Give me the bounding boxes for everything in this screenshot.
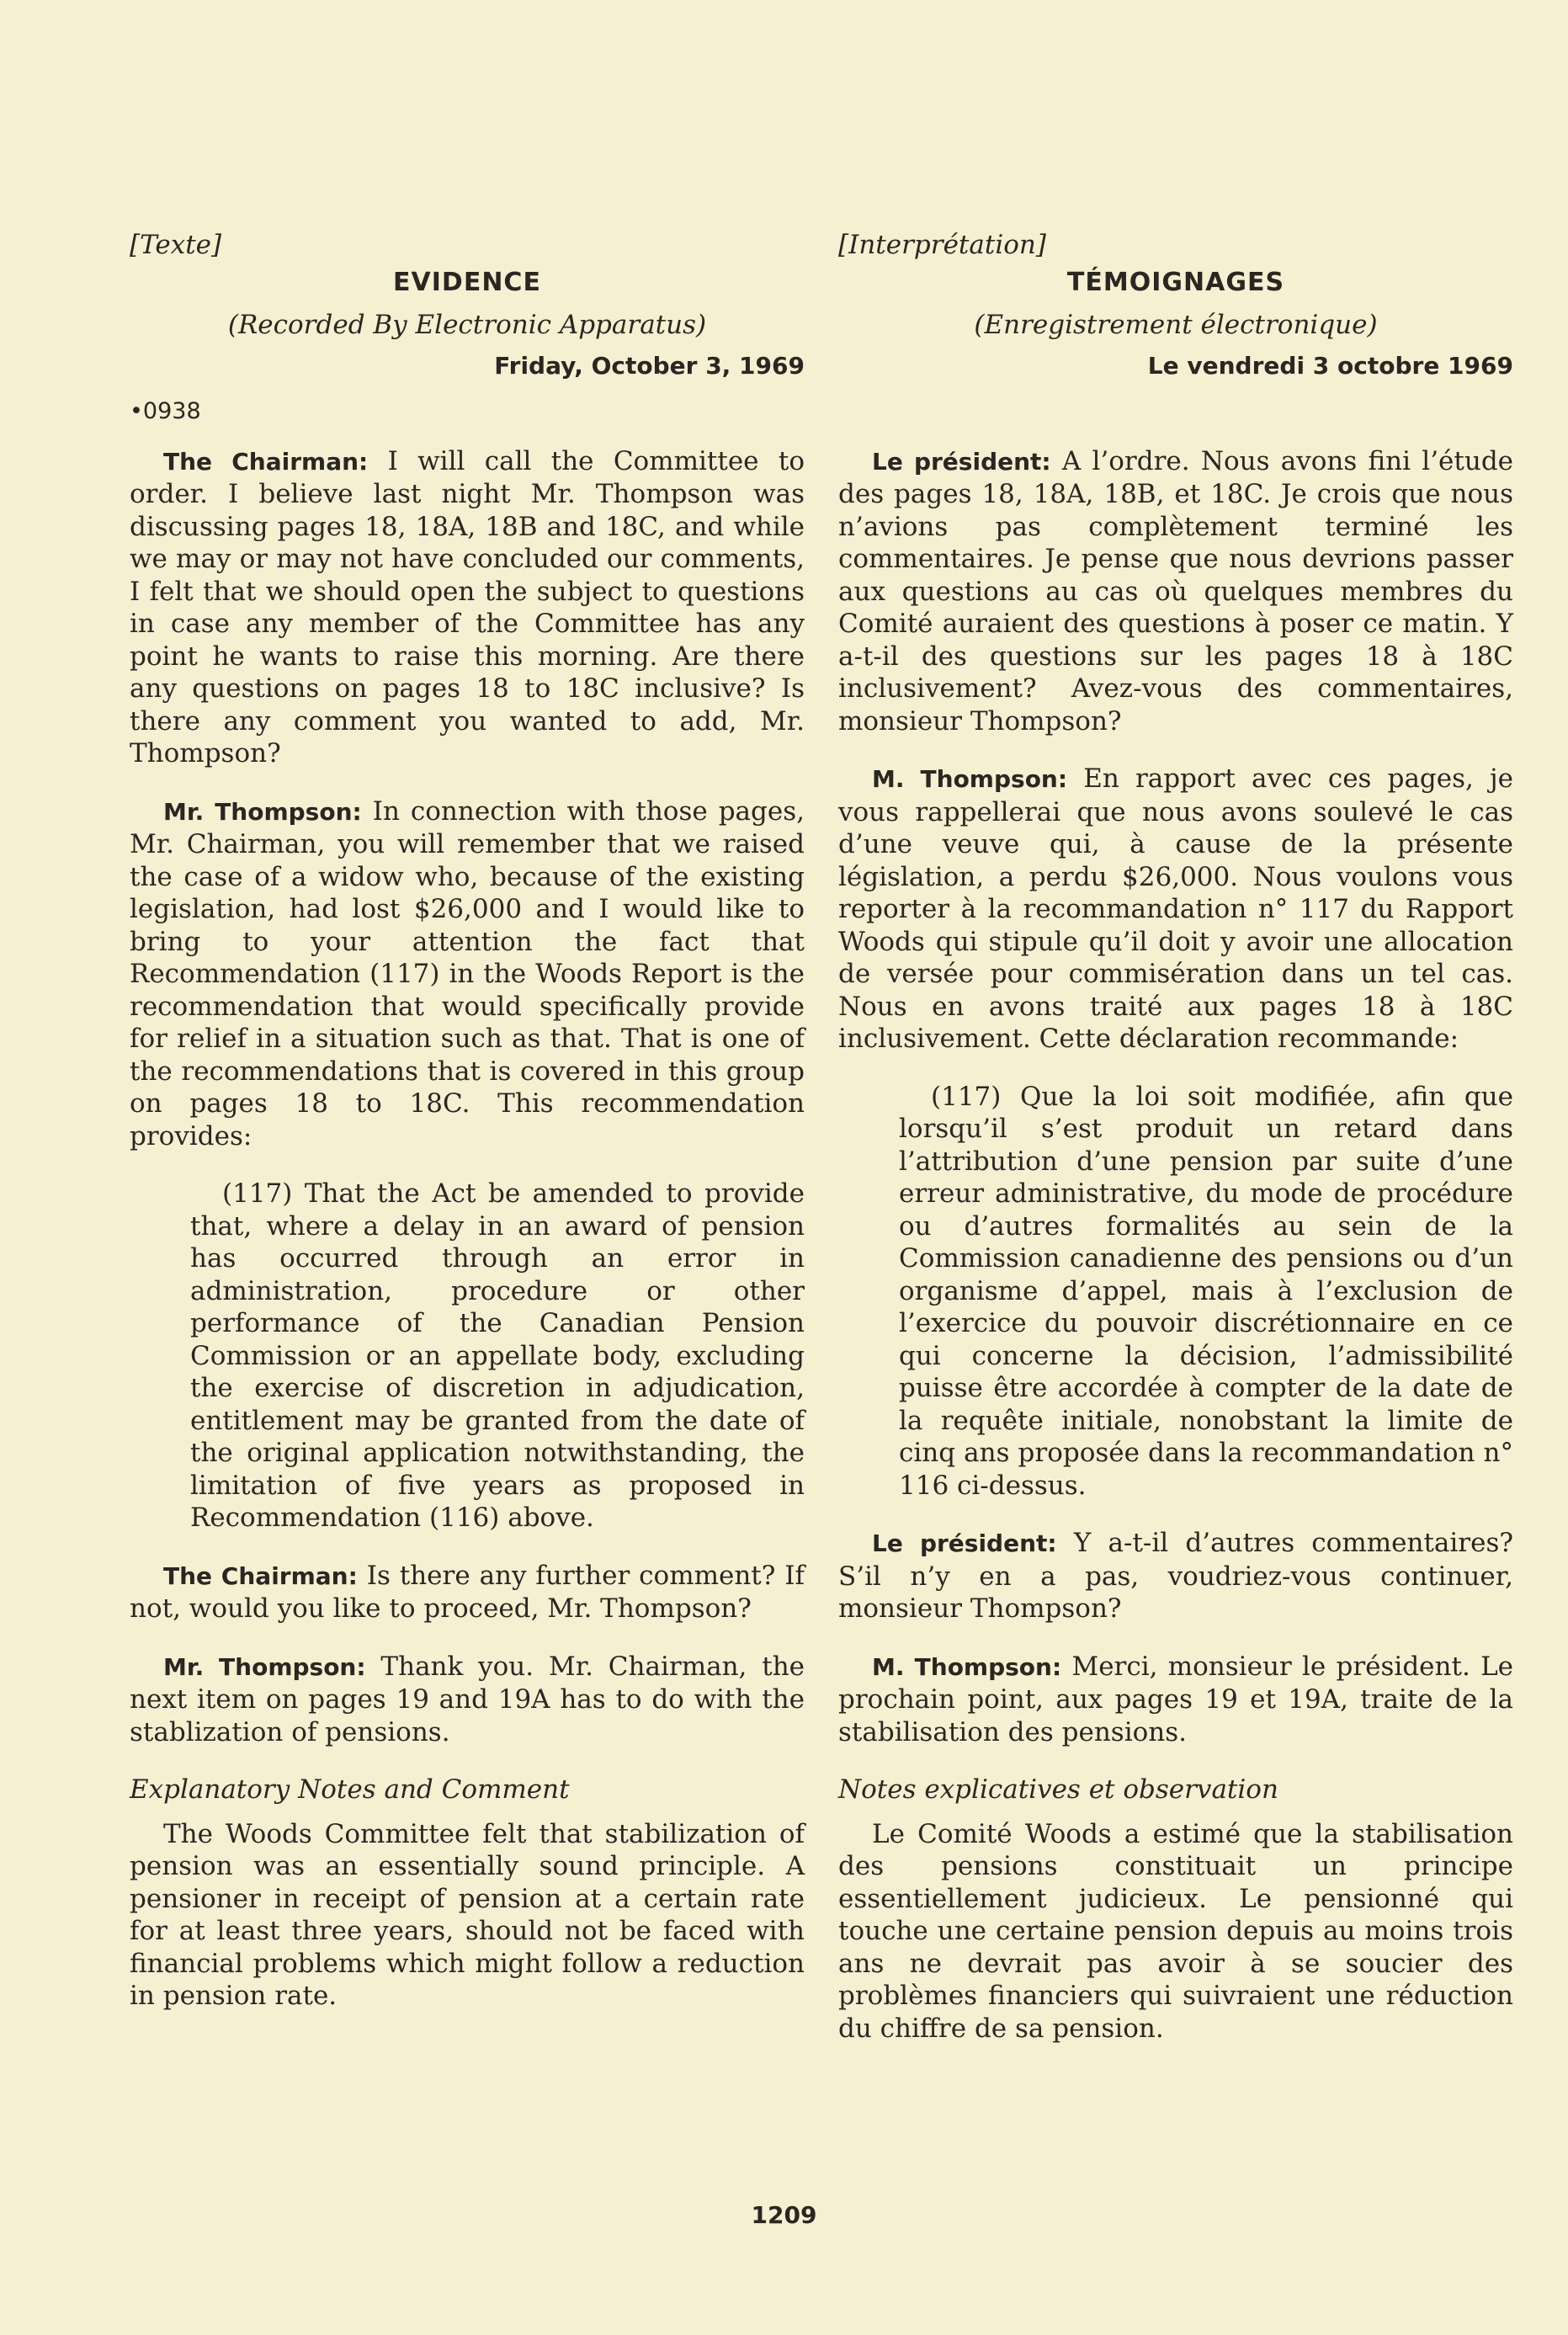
english-column [130, 229, 805, 2038]
time-marker: •0938 [130, 398, 201, 424]
speech-text: Is there any further comment? If not, would you like to proceed, Mr. Thompson? [130, 1560, 805, 1624]
section-heading: Notes explicatives et observation [838, 1774, 1278, 1805]
text-tag: [Texte] [130, 230, 222, 260]
paragraph [838, 763, 1513, 1056]
recommendation-quote: (117) Que la loi soit modifiée, afin que lorsqu’il s’est produit un retard dans l’attribution d’une pension par suite d’une erreur administrative, du mode de procédure ou d’autres formalités au sein de la Commission canadienne des pensions ou d’un organisme d’appel, mais à l’exclusion de l’exercice du pouvoir discrétionnaire en ce qui concerne la décision, l’admissibilité puisse être accordée à compter de la date de la requête initiale, nonobstant la limite de cinq ans proposée dans la recommandation n° 116 ci-dessus. [899, 1081, 1513, 1501]
speech-text: A l’ordre. Nous avons fini l’étude des pages 18, 18A, 18B, et 18C. Je crois que nous n’avions pas complètement terminé les commentaires. Je pense que nous devrions passer aux questions au cas où quelques membres du Comité auraient des questions à poser ce matin. Y a-t-il des questions sur les pages 18 à 18C inclusivement? Avez-vous des commentaires, monsieur Thompson? [838, 445, 1514, 737]
paragraph [838, 1527, 1513, 1625]
evidence-heading: EVIDENCE [393, 267, 541, 297]
french-column [838, 229, 1513, 2070]
paragraph [838, 1651, 1513, 1749]
recording-note: (Enregistrement électronique) [974, 310, 1378, 340]
interpretation-tag: [Interprétation] [838, 230, 1046, 260]
paragraph [838, 445, 1513, 738]
spacer [838, 396, 1513, 428]
speaker-name: Le président: [872, 447, 1051, 476]
paragraph: Le Comité Woods a estimé que la stabilisation des pensions constituait un principe essentiellement judicieux. Le pensionné qui touche une certaine pension depuis au moins trois ans ne devrait pas avoir à se soucier des problèmes financiers qui suivraient une réduction du chiffre de sa pension. [838, 1818, 1513, 2044]
speaker-name: Mr. Thompson: [163, 797, 362, 826]
speech-text: I will call the Committee to order. I believe last night Mr. Thompson was discussing pages 18, 18A, 18B and 18C, and while we may or may not have concluded our comments, I felt that we should open the subject to questions in case any member of the Committee has any point he wants to raise this morning. Are there any questions on pages 18 to 18C inclusive? Is there any comment you wanted to add, Mr. Thompson? [130, 445, 805, 769]
speech-text: In connection with those pages, Mr. Chairman, you will remember that we raised the case of a widow who, because of the existing legislation, had lost $26,000 and I would like to bring to your attention the fact that Recommendation (117) in the Woods Report is the recommendation that would specifically provide for relief in a situation such as that. That is one of the recommendations that is covered in this group on pages 18 to 18C. This recommendation provides: [130, 795, 805, 1152]
recording-note: (Recorded By Electronic Apparatus) [227, 310, 707, 340]
session-date: Friday, October 3, 1969 [494, 351, 805, 380]
page-number: 1209 [751, 2201, 817, 2229]
session-date: Le vendredi 3 octobre 1969 [1147, 351, 1513, 380]
speaker-name: M. Thompson: [872, 765, 1068, 793]
speaker-name: The Chairman: [163, 1561, 358, 1590]
paragraph [130, 1560, 805, 1625]
speaker-name: Mr. Thompson: [163, 1652, 366, 1681]
paragraph: The Woods Committee felt that stabilization of pension was an essentially sound principle. A pensioner in receipt of pension at a certain rate for at least three years, should not be faced with financial problems which might follow a reduction in pension rate. [130, 1818, 805, 2011]
recommendation-quote: (117) That the Act be amended to provide that, where a delay in an award of pension has occurred through an error in administration, procedure or other performance of the Canadian Pension Commission or an appellate body, excluding the exercise of discretion in adjudication, entitlement may be granted from the date of the original application notwithstanding, the limitation of five years as proposed in Recommendation (116) above. [190, 1178, 805, 1533]
speaker-name: The Chairman: [163, 447, 369, 476]
speaker-name: Le président: [872, 1529, 1057, 1557]
paragraph [130, 445, 805, 770]
speaker-name: M. Thompson: [872, 1652, 1062, 1681]
speech-text: En rapport avec ces pages, je vous rappellerai que nous avons soulevé le cas d’une veuve qui, à cause de la présente législation, a perdu $26,000. Nous voulons vous reporter à la recommandation n° 117 du Rapport Woods qui stipule qu’il doit y avoir une allocation de versée pour commisération dans un tel cas. Nous en avons traité aux pages 18 à 18C inclusivement. Cette déclaration recommande: [838, 763, 1513, 1054]
speech-text: Y a-t-il d’autres commentaires? S’il n’y en a pas, voudriez-vous continuer, monsieur Thompson? [838, 1528, 1513, 1624]
temoignages-heading: TÉMOIGNAGES [1066, 267, 1285, 297]
section-heading: Explanatory Notes and Comment [130, 1774, 570, 1805]
paragraph [130, 795, 805, 1153]
speech-text: Merci, monsieur le président. Le prochain point, aux pages 19 et 19A, traite de la stabilisation des pensions. [838, 1651, 1513, 1747]
speech-text: Thank you. Mr. Chairman, the next item on pages 19 and 19A has to do with the stablization of pensions. [130, 1651, 805, 1747]
paragraph [130, 1651, 805, 1749]
